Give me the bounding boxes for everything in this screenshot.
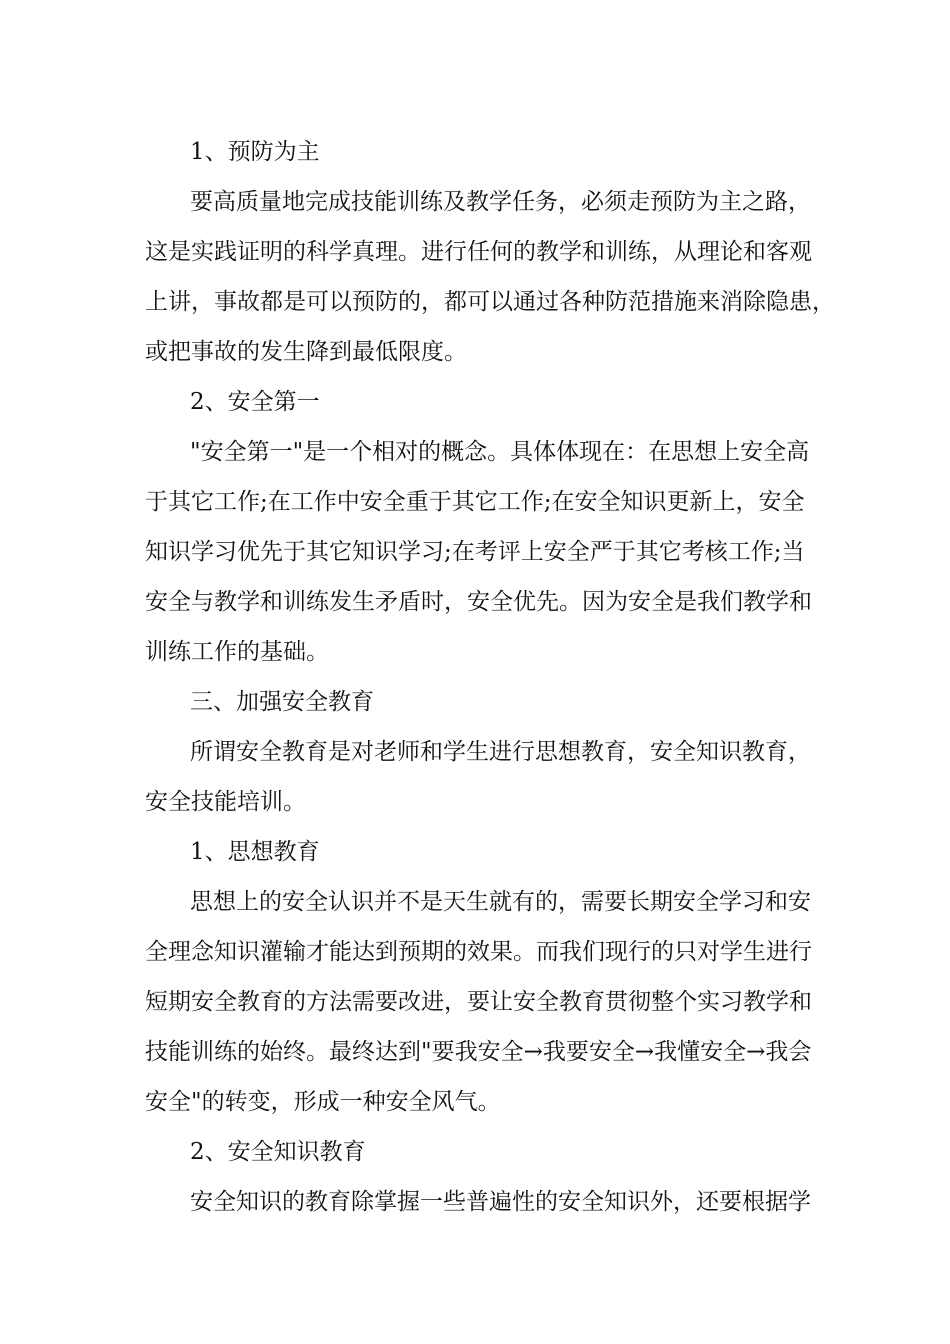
heading-safety-first: 2、安全第一 bbox=[190, 389, 320, 415]
paragraph-line: 要高质量地完成技能训练及教学任务，必须走预防为主之路， bbox=[190, 189, 811, 215]
paragraph-line: 训练工作的基础。 bbox=[145, 639, 329, 665]
paragraph-line: 或把事故的发生降到最低限度。 bbox=[145, 339, 467, 365]
paragraph-line: 全理念知识灌输才能达到预期的效果。而我们现行的只对学生进行 bbox=[145, 939, 812, 965]
heading-safety-knowledge-education: 2、安全知识教育 bbox=[190, 1139, 366, 1165]
paragraph-line: 这是实践证明的科学真理。进行任何的教学和训练，从理论和客观 bbox=[145, 239, 812, 265]
paragraph-line: 安全技能培训。 bbox=[145, 789, 306, 815]
paragraph-line: 于其它工作;在工作中安全重于其它工作;在安全知识更新上，安全 bbox=[145, 489, 805, 515]
paragraph-line: 知识学习优先于其它知识学习;在考评上安全严于其它考核工作;当 bbox=[145, 539, 805, 565]
paragraph-line: 短期安全教育的方法需要改进，要让安全教育贯彻整个实习教学和 bbox=[145, 989, 812, 1015]
paragraph-line: "安全第一"是一个相对的概念。具体体现在：在思想上安全高 bbox=[190, 439, 810, 465]
heading-ideological-education: 1、思想教育 bbox=[190, 839, 320, 865]
paragraph-line: 上讲，事故都是可以预防的，都可以通过各种防范措施来消除隐患， bbox=[145, 289, 835, 315]
paragraph-line: 思想上的安全认识并不是天生就有的，需要长期安全学习和安 bbox=[190, 889, 811, 915]
heading-prevention-first: 1、预防为主 bbox=[190, 139, 320, 165]
heading-safety-education: 三、加强安全教育 bbox=[190, 689, 374, 715]
paragraph-line: 安全"的转变，形成一种安全风气。 bbox=[145, 1089, 501, 1115]
paragraph-line: 安全与教学和训练发生矛盾时，安全优先。因为安全是我们教学和 bbox=[145, 589, 812, 615]
paragraph-line: 安全知识的教育除掌握一些普遍性的安全知识外，还要根据学 bbox=[190, 1189, 811, 1215]
paragraph-line: 所谓安全教育是对老师和学生进行思想教育，安全知识教育， bbox=[190, 739, 811, 765]
paragraph-line: 技能训练的始终。最终达到"要我安全→我要安全→我懂安全→我会 bbox=[145, 1039, 812, 1065]
